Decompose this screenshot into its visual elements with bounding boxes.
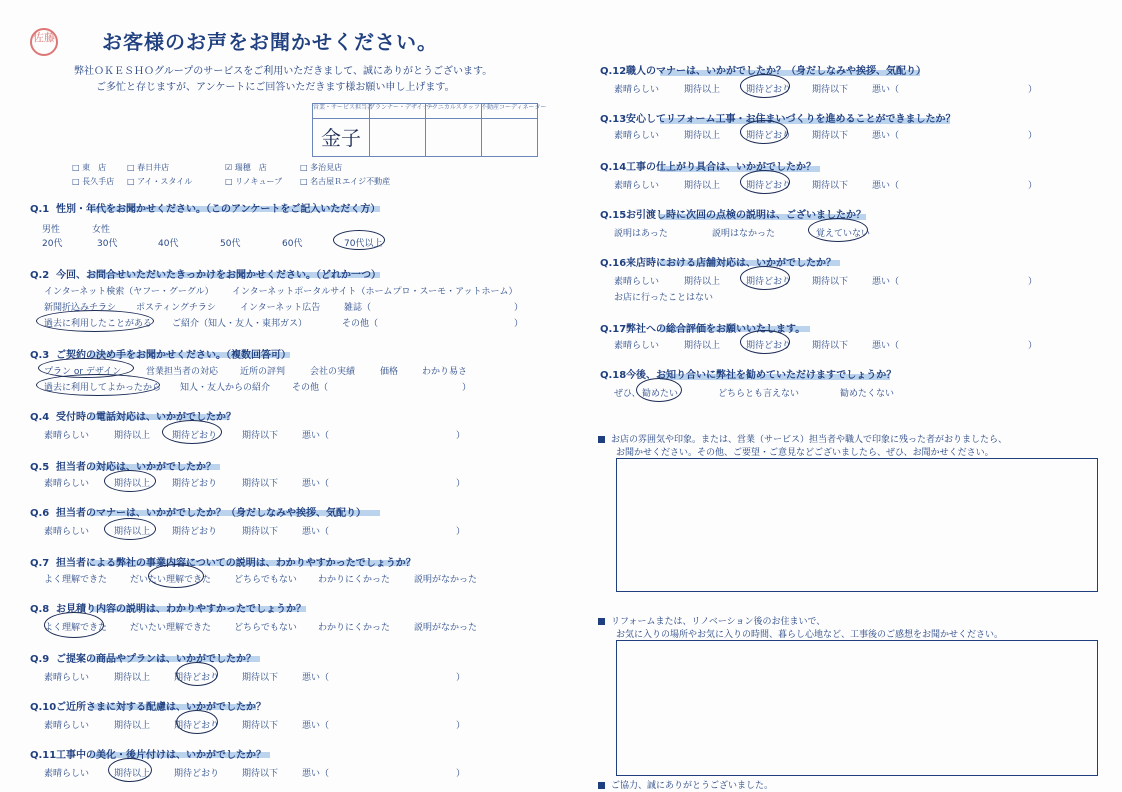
q13-opt-5[interactable]: 悪い（ bbox=[872, 131, 900, 141]
q3-question: Q.3 ご契約の決め手をお聞かせください。（複数回答可） bbox=[30, 350, 291, 361]
staff-col-technical: テクニカルスタッフ bbox=[426, 104, 480, 111]
q2-opt-flyer[interactable]: 新聞折込みチラシ bbox=[44, 303, 117, 313]
q3-opt-plan[interactable]: プラン or デザイン bbox=[44, 367, 122, 377]
q16-opt-close: ） bbox=[1028, 277, 1038, 287]
q3-opt-other-close: ） bbox=[462, 383, 472, 393]
q11-question: Q.11工事中の美化・後片付けは、いかがでしたか？ bbox=[30, 750, 266, 761]
q11-opt-2[interactable]: 期待以上 bbox=[114, 769, 151, 779]
q18-opt-definitely[interactable]: ぜひ、 bbox=[614, 389, 641, 399]
q14-opt-4[interactable]: 期待以下 bbox=[812, 181, 849, 191]
q8-opt-5[interactable]: 説明がなかった bbox=[414, 623, 478, 633]
q14-question: Q.14工事の仕上がり具合は、いかがでしたか？ bbox=[600, 162, 816, 173]
q7-answer-circle bbox=[148, 564, 204, 588]
q11-opt-close: ） bbox=[456, 769, 466, 779]
q9-opt-3[interactable]: 期待どおり bbox=[174, 673, 220, 683]
store-check-6[interactable]: □ アイ・スタイル bbox=[127, 177, 193, 186]
q14-opt-2[interactable]: 期待以上 bbox=[684, 181, 721, 191]
q12-opt-5[interactable]: 悪い（ bbox=[872, 85, 900, 95]
q3-opt-other[interactable]: その他（ bbox=[292, 383, 329, 393]
q17-opt-5[interactable]: 悪い（ bbox=[872, 341, 900, 351]
q2-opt-past[interactable]: 過去に利用したことがある bbox=[44, 319, 153, 329]
q18-opt-recommend[interactable]: 勧めたい bbox=[642, 389, 679, 399]
q6-opt-4[interactable]: 期待以下 bbox=[242, 527, 279, 537]
q7-question: Q.7 担当者による弊社の事業内容についての説明は、わかりやすかったでしょうか？ bbox=[30, 558, 416, 569]
q14-opt-1[interactable]: 素晴らしい bbox=[614, 181, 660, 191]
q5-question: Q.5 担当者の対応は、いかがでしたか？ bbox=[30, 462, 216, 473]
store-check-5[interactable]: □ 長久手店 bbox=[72, 177, 115, 186]
q18-answer-circle bbox=[636, 378, 682, 402]
q5-opt-4[interactable]: 期待以下 bbox=[242, 479, 279, 489]
q14-opt-5[interactable]: 悪い（ bbox=[872, 181, 900, 191]
q3-answer-circle-2 bbox=[36, 374, 160, 396]
q4-answer-circle bbox=[162, 420, 222, 444]
q13-answer-circle bbox=[740, 120, 788, 144]
page-title: お客様のお声をお聞かせください。 bbox=[102, 30, 438, 54]
intro-line-2: ご多忙と存じますが、アンケートにご回答いただきます様お願い申し上げます。 bbox=[96, 82, 455, 93]
q2-opt-posting[interactable]: ポスティングチラシ bbox=[136, 303, 216, 313]
store-check-8[interactable]: □ 名古屋Ｒエイジ不動産 bbox=[300, 177, 391, 186]
q12-opt-2[interactable]: 期待以上 bbox=[684, 85, 721, 95]
q7-opt-3[interactable]: どちらでもない bbox=[234, 575, 297, 585]
q5-opt-3[interactable]: 期待どおり bbox=[172, 479, 218, 489]
q16-opt-3[interactable]: 期待どおり bbox=[746, 277, 792, 287]
q9-answer-circle bbox=[176, 662, 218, 686]
q10-answer-circle bbox=[176, 710, 218, 734]
q14-answer-circle bbox=[740, 170, 790, 194]
q16-opt-5[interactable]: 悪い（ bbox=[872, 277, 900, 287]
free1-heading-2: お聞かせください。その他、ご要望・ご意見などございましたら、ぜひ、お聞かせください。 bbox=[616, 448, 994, 458]
q8-opt-2[interactable]: だいたい理解できた bbox=[130, 623, 212, 633]
q8-opt-3[interactable]: どちらでもない bbox=[234, 623, 297, 633]
q17-opt-4[interactable]: 期待以下 bbox=[812, 341, 849, 351]
q4-opt-2[interactable]: 期待以上 bbox=[114, 431, 151, 441]
q1-age-70s[interactable]: 70代以上 bbox=[344, 239, 383, 249]
staff-col-sales: 営業・サービス担当者 bbox=[313, 104, 374, 111]
q8-opt-1[interactable]: よく理解できた bbox=[44, 623, 108, 633]
q1-age-60s[interactable]: 60代 bbox=[282, 239, 303, 249]
q1-age-20s[interactable]: 20代 bbox=[42, 239, 63, 249]
q1-age-40s[interactable]: 40代 bbox=[158, 239, 179, 249]
free2-textarea[interactable] bbox=[616, 640, 1098, 776]
q2-opt-search[interactable]: インターネット検索（ヤフー・グーグル） bbox=[44, 287, 214, 297]
q4-opt-4[interactable]: 期待以下 bbox=[242, 431, 279, 441]
staff-col-planner: プランナー・デザイナー bbox=[369, 104, 435, 111]
q12-opt-1[interactable]: 素晴らしい bbox=[614, 85, 660, 95]
q11-answer-circle bbox=[108, 758, 152, 782]
q18-opt-not-recommend[interactable]: 勧めたくない bbox=[840, 389, 895, 399]
q17-opt-3[interactable]: 期待どおり bbox=[746, 341, 792, 351]
q12-question: Q.12職人のマナーは、いかがでしたか？（身だしなみや挨拶、気配り） bbox=[600, 66, 926, 77]
q18-question: Q.18今後、お知り合いに弊社を勧めていただけますでしょうか？ bbox=[600, 370, 897, 381]
q17-opt-1[interactable]: 素晴らしい bbox=[614, 341, 660, 351]
q3-opt-past-good[interactable]: 過去に利用してよかったから bbox=[44, 383, 162, 393]
q10-opt-1[interactable]: 素晴らしい bbox=[44, 721, 90, 731]
q10-opt-3[interactable]: 期待どおり bbox=[174, 721, 220, 731]
q13-opt-2[interactable]: 期待以上 bbox=[684, 131, 721, 141]
q14-opt-close: ） bbox=[1028, 181, 1038, 191]
q17-opt-2[interactable]: 期待以上 bbox=[684, 341, 721, 351]
q3-opt-price[interactable]: 価格 bbox=[380, 367, 399, 377]
store-check-4[interactable]: □ 多治見店 bbox=[300, 163, 343, 172]
q6-answer-circle bbox=[104, 518, 156, 540]
q2-answer-circle bbox=[36, 310, 154, 332]
q11-opt-1[interactable]: 素晴らしい bbox=[44, 769, 90, 779]
q4-opt-1[interactable]: 素晴らしい bbox=[44, 431, 90, 441]
q16-question: Q.16来店時における店舗対応は、いかがでしたか？ bbox=[600, 258, 836, 269]
q7-opt-5[interactable]: 説明がなかった bbox=[414, 575, 478, 585]
q1-gender-female[interactable]: 女性 bbox=[92, 225, 111, 235]
q8-answer-circle bbox=[44, 612, 104, 638]
q2-opt-netad[interactable]: インターネット広告 bbox=[240, 303, 321, 313]
free2-heading-1: リフォームまたは、リノベーション後のお住まいで、 bbox=[598, 614, 825, 627]
q9-opt-close: ） bbox=[456, 673, 466, 683]
q18-opt-neutral[interactable]: どちらとも言えない bbox=[718, 389, 800, 399]
q9-opt-1[interactable]: 素晴らしい bbox=[44, 673, 90, 683]
free2-heading-2: お気に入りの場所やお気に入りの時間、暮らし心地など、工事後のご感想をお聞かせください。 bbox=[616, 630, 1004, 640]
q16-opt-1[interactable]: 素晴らしい bbox=[614, 277, 660, 287]
q11-opt-5[interactable]: 悪い（ bbox=[302, 769, 330, 779]
q13-opt-4[interactable]: 期待以下 bbox=[812, 131, 849, 141]
q4-opt-3[interactable]: 期待どおり bbox=[172, 431, 218, 441]
q9-opt-5[interactable]: 悪い（ bbox=[302, 673, 330, 683]
q7-opt-4[interactable]: わかりにくかった bbox=[318, 575, 391, 585]
q8-question: Q.8 お見積り内容の説明は、わかりやすかったでしょうか？ bbox=[30, 604, 306, 615]
q11-opt-4[interactable]: 期待以下 bbox=[242, 769, 279, 779]
q14-opt-3[interactable]: 期待どおり bbox=[746, 181, 792, 191]
q1-age-50s[interactable]: 50代 bbox=[220, 239, 241, 249]
q6-opt-1[interactable]: 素晴らしい bbox=[44, 527, 90, 537]
q9-question: Q.9 ご提案の商品やプランは、いかがでしたか？ bbox=[30, 654, 256, 665]
q5-opt-5[interactable]: 悪い（ bbox=[302, 479, 330, 489]
q17-question: Q.17弊社への総合評価をお願いいたします。 bbox=[600, 324, 806, 335]
q1-question: Q.1 性別・年代をお聞かせください。（このアンケートをご記入いただく方） bbox=[30, 204, 381, 215]
q15-opt-3[interactable]: 覚えていない bbox=[816, 229, 871, 239]
q2-opt-other[interactable]: その他（ bbox=[342, 319, 379, 329]
q3-opt-friend[interactable]: 知人・友人からの紹介 bbox=[180, 383, 271, 393]
q16-opt-2[interactable]: 期待以上 bbox=[684, 277, 721, 287]
footer-thanks: ご協力、誠にありがとうございました。 bbox=[598, 778, 773, 791]
q6-opt-2[interactable]: 期待以上 bbox=[114, 527, 151, 537]
q2-opt-magazine[interactable]: 雑誌（ bbox=[344, 303, 372, 313]
free1-heading-1: お店の雰囲気や印象。または、営業（サービス）担当者や職人で印象に残った者がおりましたら、 bbox=[598, 432, 1007, 445]
free1-textarea[interactable] bbox=[616, 458, 1098, 592]
q7-opt-2[interactable]: だいたい理解できた bbox=[130, 575, 212, 585]
q1-answer-circle bbox=[333, 230, 385, 250]
q4-opt-close: ） bbox=[456, 431, 466, 441]
store-check-2[interactable]: □ 春日井店 bbox=[127, 163, 170, 172]
staff-col-realestate: 不動産コーディネーター bbox=[481, 104, 547, 111]
q4-opt-5[interactable]: 悪い（ bbox=[302, 431, 330, 441]
q12-opt-4[interactable]: 期待以下 bbox=[812, 85, 849, 95]
q17-answer-circle bbox=[740, 330, 790, 354]
q2-opt-referral[interactable]: ご紹介（知人・友人・東邦ガス） bbox=[172, 319, 308, 329]
q10-opt-2[interactable]: 期待以上 bbox=[114, 721, 151, 731]
q13-opt-3[interactable]: 期待どおり bbox=[746, 131, 792, 141]
intro-line-1: 弊社ＯＫＥＳＨＯグループのサービスをご利用いただきまして、誠にありがとうございます。 bbox=[74, 66, 493, 77]
q13-question: Q.13安心してリフォーム工事・お住まいづくりを進めることができましたか？ bbox=[600, 114, 956, 125]
q15-question: Q.15お引渡し時に次回の点検の説明は、ございましたか？ bbox=[600, 210, 866, 221]
q4-question: Q.4 受付時の電話対応は、いかがでしたか？ bbox=[30, 412, 236, 423]
q10-opt-close: ） bbox=[456, 721, 466, 731]
q3-opt-clarity[interactable]: わかり易さ bbox=[422, 367, 468, 377]
q5-opt-1[interactable]: 素晴らしい bbox=[44, 479, 90, 489]
q16-answer-circle bbox=[740, 266, 790, 290]
store-check-1[interactable]: □ 東 店 bbox=[72, 163, 107, 172]
q15-answer-circle bbox=[808, 218, 871, 242]
q6-opt-close: ） bbox=[456, 527, 466, 537]
q2-opt-other-close: ） bbox=[514, 319, 524, 329]
q7-opt-1[interactable]: よく理解できた bbox=[44, 575, 108, 585]
q3-opt-staff[interactable]: 営業担当者の対応 bbox=[146, 367, 219, 377]
q3-opt-reputation[interactable]: 近所の評判 bbox=[240, 367, 286, 377]
q12-answer-circle bbox=[740, 74, 790, 98]
store-check-7[interactable]: □ リノキューブ bbox=[225, 177, 283, 186]
q10-question: Q.10ご近所さまに対する配慮は、いかがでしたか？ bbox=[30, 702, 266, 713]
q13-opt-close: ） bbox=[1028, 131, 1038, 141]
store-check-3[interactable]: ☑ 瑞穂 店 bbox=[225, 163, 267, 172]
staff-table bbox=[312, 103, 547, 157]
q8-opt-4[interactable]: わかりにくかった bbox=[318, 623, 391, 633]
q1-age-30s[interactable]: 30代 bbox=[97, 239, 118, 249]
q5-opt-2[interactable]: 期待以上 bbox=[114, 479, 151, 489]
q16-opt-never-visited[interactable]: お店に行ったことはない bbox=[614, 293, 714, 303]
q16-opt-4[interactable]: 期待以下 bbox=[812, 277, 849, 287]
q15-opt-1[interactable]: 説明はあった bbox=[614, 229, 668, 239]
q12-opt-3[interactable]: 期待どおり bbox=[746, 85, 792, 95]
staff-name-handwritten: 金子 bbox=[321, 126, 361, 150]
q12-opt-close: ） bbox=[1028, 85, 1038, 95]
q6-opt-3[interactable]: 期待どおり bbox=[172, 527, 218, 537]
q5-opt-close: ） bbox=[456, 479, 466, 489]
q6-opt-5[interactable]: 悪い（ bbox=[302, 527, 330, 537]
q9-opt-2[interactable]: 期待以上 bbox=[114, 673, 151, 683]
q11-opt-3[interactable]: 期待どおり bbox=[174, 769, 220, 779]
q2-question: Q.2 今回、お問合せいただいたきっかけをお聞かせください。（どれか一つ） bbox=[30, 270, 381, 281]
q6-question: Q.6 担当者のマナーは、いかがでしたか？（身だしなみや挨拶、気配り） bbox=[30, 508, 366, 519]
q2-opt-portal[interactable]: インターネットポータルサイト（ホームプロ・スーモ・アットホーム） bbox=[232, 287, 518, 297]
q13-opt-1[interactable]: 素晴らしい bbox=[614, 131, 660, 141]
q3-opt-record[interactable]: 会社の実績 bbox=[310, 367, 356, 377]
q10-opt-5[interactable]: 悪い（ bbox=[302, 721, 330, 731]
q17-opt-close: ） bbox=[1028, 341, 1038, 351]
q1-gender-male[interactable]: 男性 bbox=[42, 225, 61, 235]
q10-opt-4[interactable]: 期待以下 bbox=[242, 721, 279, 731]
q15-opt-2[interactable]: 説明はなかった bbox=[712, 229, 776, 239]
q2-opt-magazine-close: ） bbox=[514, 303, 524, 313]
q5-answer-circle bbox=[104, 470, 156, 492]
seal-stamp: 佐藤 bbox=[30, 28, 58, 56]
q9-opt-4[interactable]: 期待以下 bbox=[242, 673, 279, 683]
